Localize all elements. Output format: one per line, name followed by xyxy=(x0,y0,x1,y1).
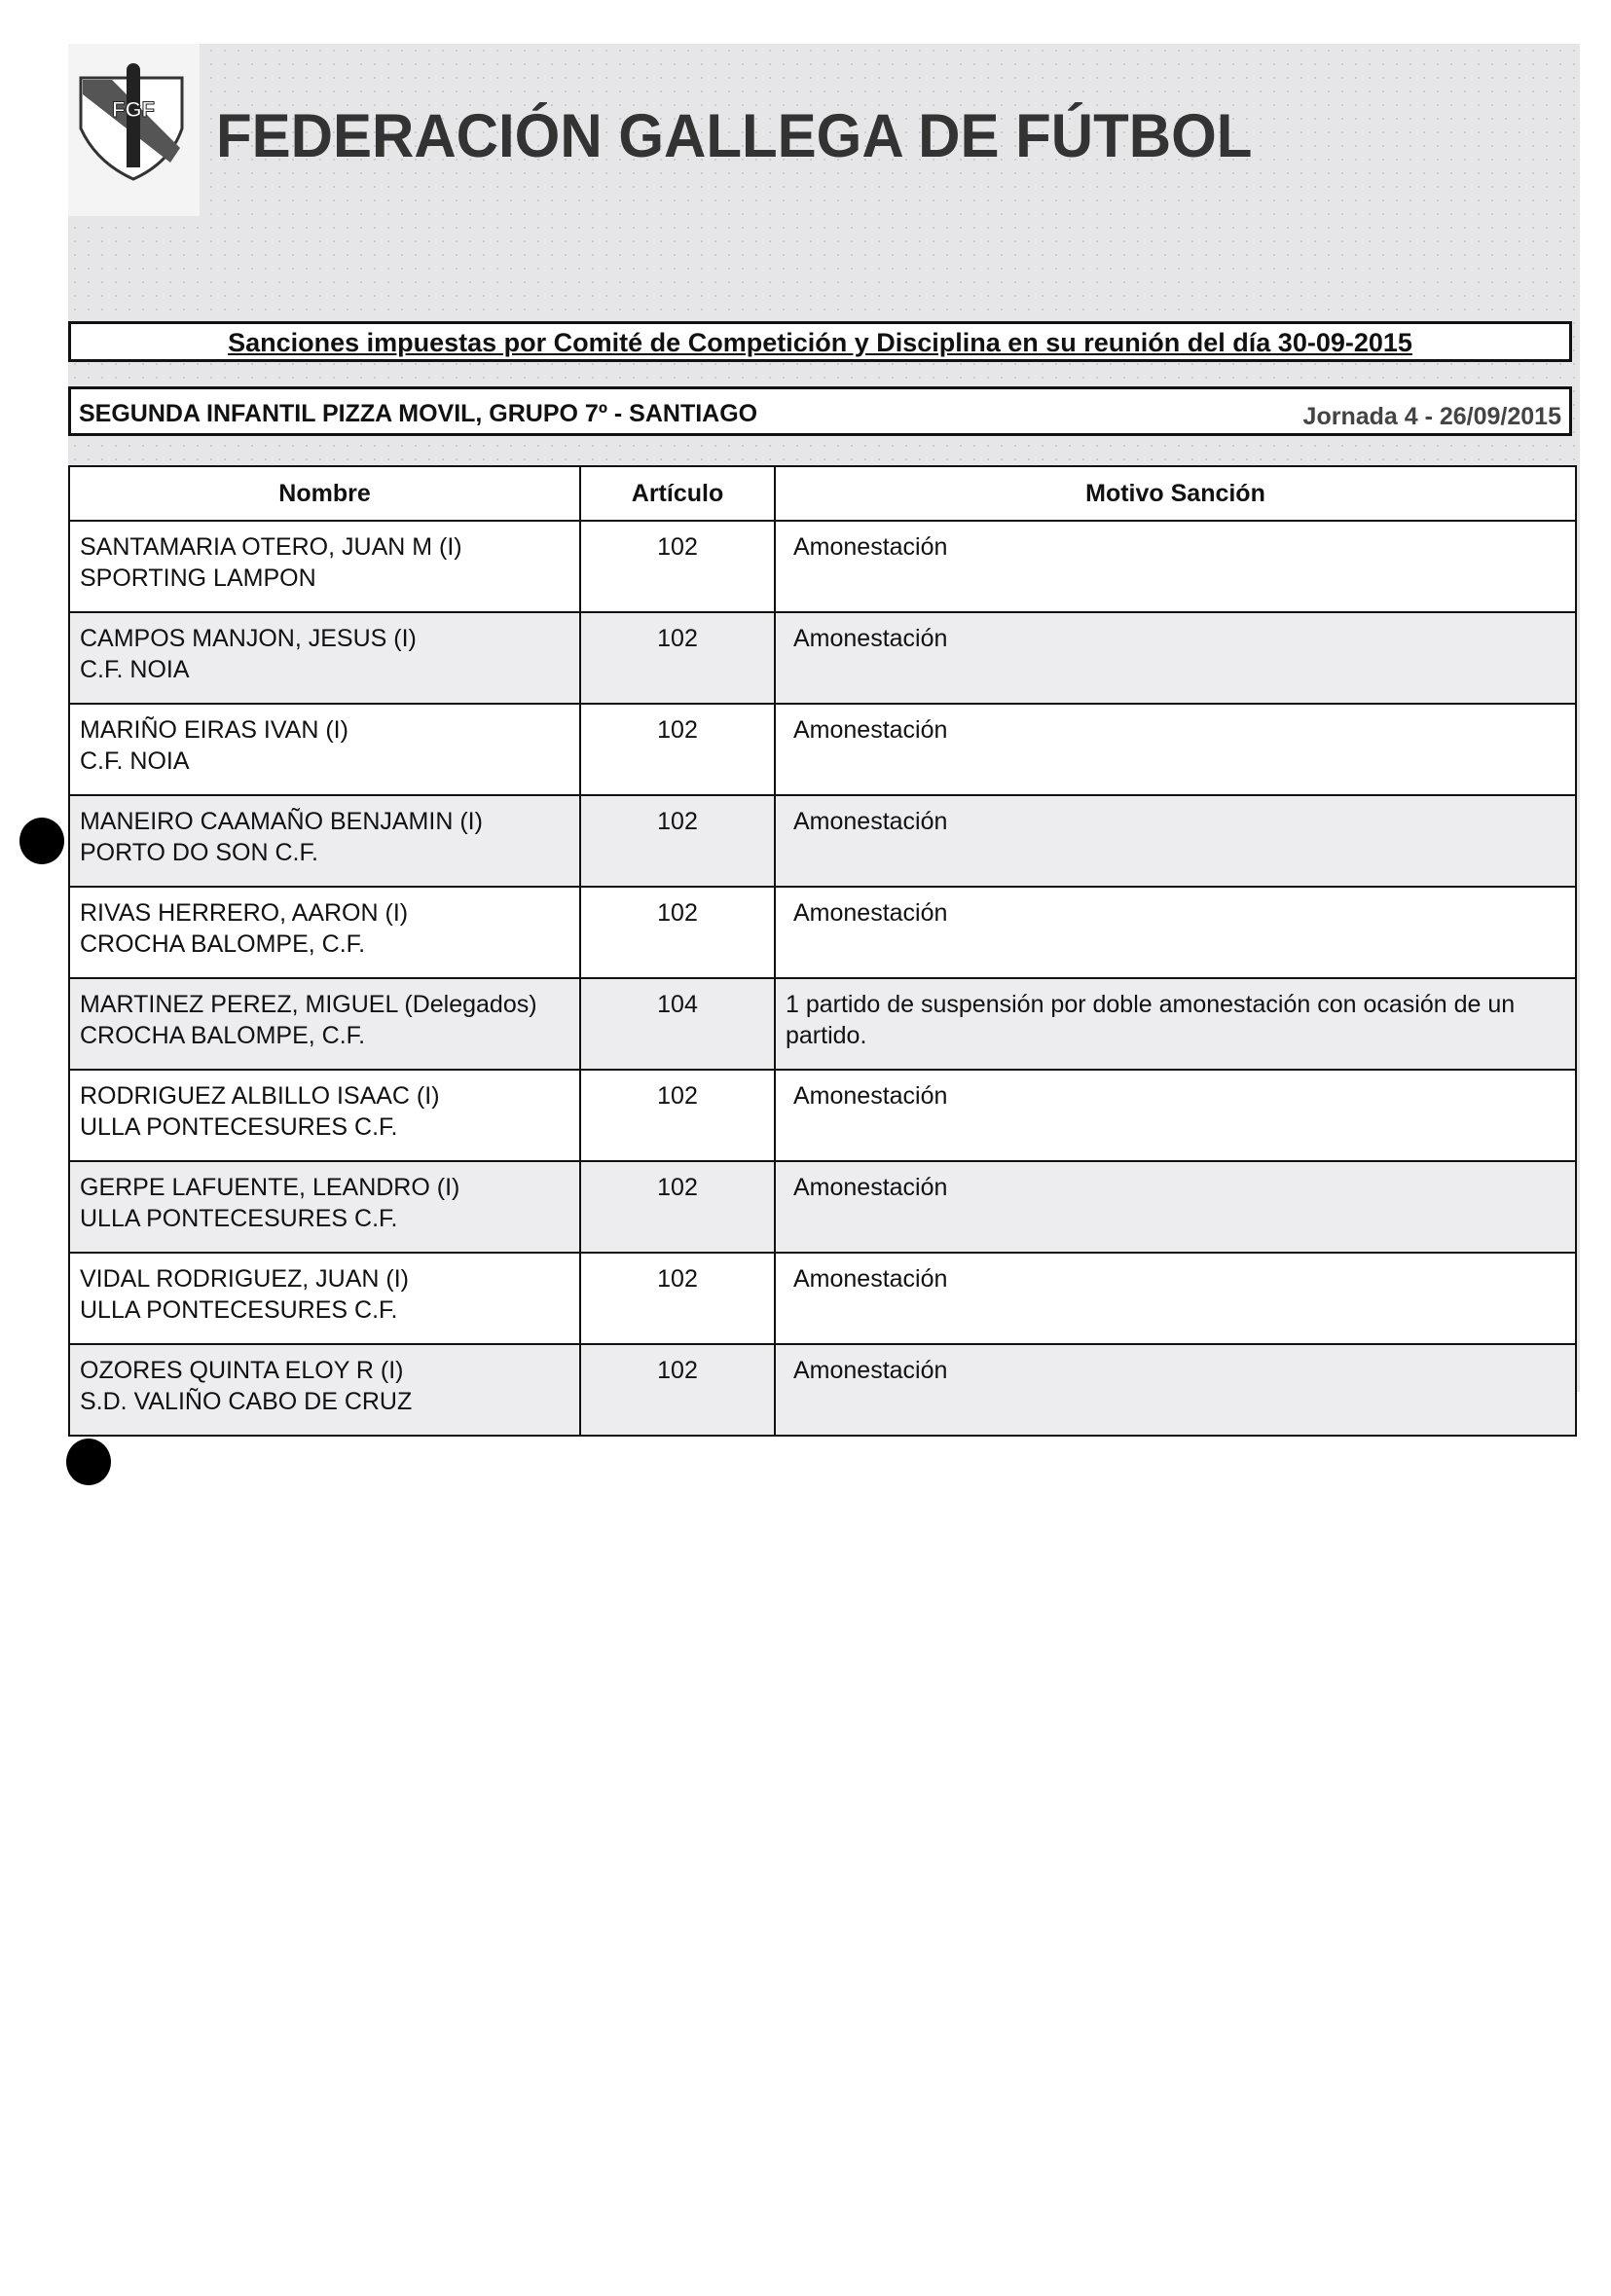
cell-articulo: 104 xyxy=(580,978,775,1070)
table-row xyxy=(69,1344,1576,1436)
player-name: RODRIGUEZ ALBILLO ISAAC (I) xyxy=(80,1082,440,1110)
table-row xyxy=(69,612,1576,704)
cell-articulo: 102 xyxy=(580,612,775,704)
cell-nombre xyxy=(69,1161,580,1253)
club-name: SPORTING LAMPON xyxy=(80,565,316,592)
sanctions-heading-text: Sanciones impuestas por Comité de Competición y Disciplina en su reunión del día 30-09-2015 xyxy=(228,328,1412,357)
player-name: SANTAMARIA OTERO, JUAN M (I) xyxy=(80,533,462,561)
club-name: CROCHA BALOMPE, C.F. xyxy=(80,930,366,958)
player-name: MANEIRO CAAMAÑO BENJAMIN (I) xyxy=(80,808,483,835)
club-name: ULLA PONTECESURES C.F. xyxy=(80,1205,398,1232)
jornada: Jornada 4 - 26/09/2015 xyxy=(1302,403,1561,430)
cell-nombre xyxy=(69,795,580,887)
table-row xyxy=(69,521,1576,612)
cell-nombre xyxy=(69,612,580,704)
cell-nombre xyxy=(69,521,580,612)
club-name: S.D. VALIÑO CABO DE CRUZ xyxy=(80,1388,413,1415)
club-name: CROCHA BALOMPE, C.F. xyxy=(80,1022,366,1049)
table-row xyxy=(69,1253,1576,1344)
cell-motivo: Amonestación xyxy=(775,1344,1576,1436)
table-row xyxy=(69,978,1576,1070)
club-name: ULLA PONTECESURES C.F. xyxy=(80,1113,398,1141)
player-name: MARTINEZ PEREZ, MIGUEL (Delegados) xyxy=(80,991,537,1018)
cell-nombre xyxy=(69,704,580,795)
cell-nombre xyxy=(69,887,580,978)
cell-nombre xyxy=(69,1070,580,1161)
cell-articulo: 102 xyxy=(580,521,775,612)
page-title: FEDERACIÓN GALLEGA DE FÚTBOL xyxy=(216,101,1253,170)
cell-articulo: 102 xyxy=(580,795,775,887)
competition-bar xyxy=(68,386,1572,436)
club-name: ULLA PONTECESURES C.F. xyxy=(80,1296,398,1324)
fgf-logo xyxy=(73,60,195,182)
cell-nombre xyxy=(69,1253,580,1344)
cell-articulo: 102 xyxy=(580,1070,775,1161)
cell-articulo: 102 xyxy=(580,1253,775,1344)
player-name: OZORES QUINTA ELOY R (I) xyxy=(80,1357,404,1384)
cell-articulo: 102 xyxy=(580,704,775,795)
competition-name: SEGUNDA INFANTIL PIZZA MOVIL, GRUPO 7º - SANTIAGO xyxy=(79,400,758,427)
svg-text:FGF: FGF xyxy=(112,97,155,122)
col-nombre: Nombre xyxy=(69,466,580,521)
cell-motivo: Amonestación xyxy=(775,1253,1576,1344)
cell-nombre xyxy=(69,978,580,1070)
club-name: C.F. NOIA xyxy=(80,656,190,683)
player-name: CAMPOS MANJON, JESUS (I) xyxy=(80,625,417,652)
col-articulo: Artículo xyxy=(580,466,775,521)
player-name: GERPE LAFUENTE, LEANDRO (I) xyxy=(80,1174,460,1201)
hole-punch xyxy=(66,1439,111,1485)
cell-motivo: 1 partido de suspensión por doble amonestación con ocasión de un partido. xyxy=(775,978,1576,1070)
cell-motivo: Amonestación xyxy=(775,521,1576,612)
table-row xyxy=(69,704,1576,795)
club-name: C.F. NOIA xyxy=(80,747,190,775)
cell-motivo: Amonestación xyxy=(775,795,1576,887)
cell-motivo: Amonestación xyxy=(775,1070,1576,1161)
table-row xyxy=(69,1070,1576,1161)
sanctions-heading xyxy=(68,321,1572,362)
cell-motivo: Amonestación xyxy=(775,1161,1576,1253)
cell-motivo: Amonestación xyxy=(775,612,1576,704)
cell-articulo: 102 xyxy=(580,1161,775,1253)
club-name: PORTO DO SON C.F. xyxy=(80,839,318,866)
col-motivo: Motivo Sanción xyxy=(775,466,1576,521)
cell-nombre xyxy=(69,1344,580,1436)
table-row xyxy=(69,887,1576,978)
table-header xyxy=(69,466,1576,521)
cell-motivo: Amonestación xyxy=(775,887,1576,978)
table-row xyxy=(69,795,1576,887)
player-name: VIDAL RODRIGUEZ, JUAN (I) xyxy=(80,1265,409,1293)
player-name: RIVAS HERRERO, AARON (I) xyxy=(80,899,409,927)
cell-articulo: 102 xyxy=(580,887,775,978)
player-name: MARIÑO EIRAS IVAN (I) xyxy=(80,716,348,744)
hole-punch xyxy=(19,818,64,864)
table-row xyxy=(69,1161,1576,1253)
sanctions-table xyxy=(68,465,1577,1437)
cell-motivo: Amonestación xyxy=(775,704,1576,795)
cell-articulo: 102 xyxy=(580,1344,775,1436)
